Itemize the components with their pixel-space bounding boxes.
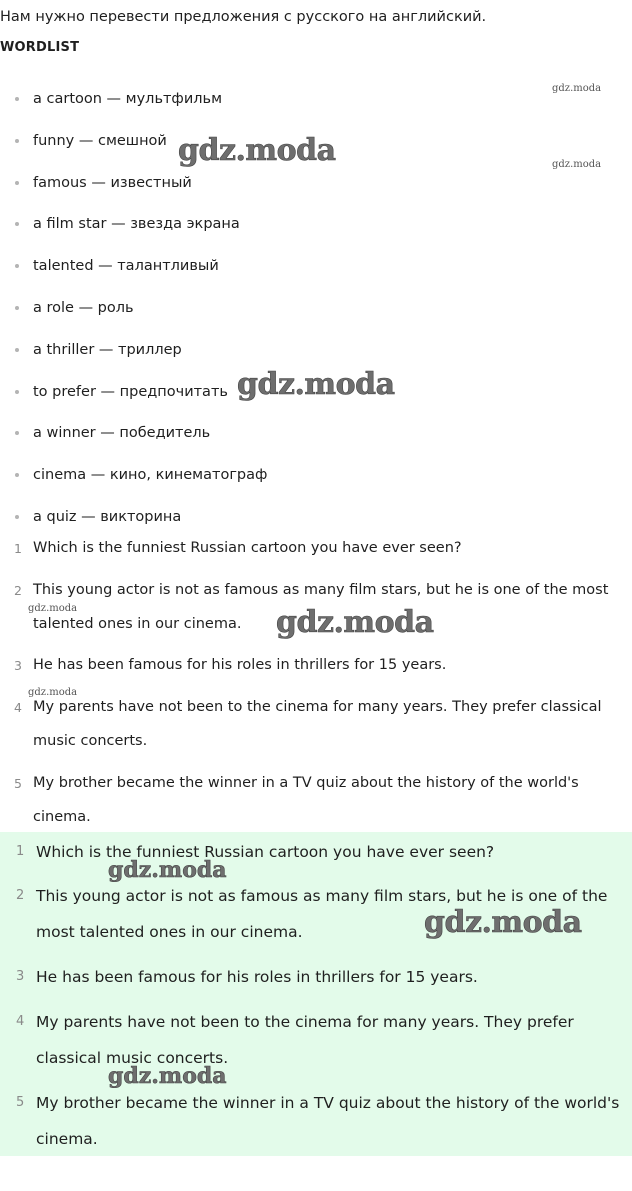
bullet-icon xyxy=(15,431,19,435)
watermark: gdz.moda xyxy=(108,1063,227,1089)
item-number: 4 xyxy=(16,1014,25,1029)
intro-text: Нам нужно перевести предложения с русского на английский. xyxy=(0,9,487,25)
item-number: 4 xyxy=(14,700,22,715)
watermark: gdz.moda xyxy=(108,857,227,883)
item-number: 1 xyxy=(16,844,25,859)
wordlist-item: a role — роль xyxy=(0,287,632,329)
bullet-icon xyxy=(15,473,19,477)
bullet-icon xyxy=(15,181,19,185)
wordlist-item: a thriller — триллер xyxy=(0,329,632,371)
bullet-icon xyxy=(15,97,19,101)
wordlist-item: a quiz — викторина xyxy=(0,496,632,538)
item-number: 5 xyxy=(14,776,22,791)
bullet-icon xyxy=(15,390,19,394)
answer-text: This young actor is not as famous as many film stars, but he is one of the most talented ones in our cinema. xyxy=(36,887,608,941)
sentence-text: This young actor is not as famous as many film stars, but he is one of the most talented ones in our cinema. xyxy=(33,582,609,632)
answer-text: My parents have not been to the cinema for many years. They prefer classical music concerts. xyxy=(36,1013,574,1067)
watermark: gdz.moda xyxy=(552,83,602,94)
wordlist-item: famous — известный xyxy=(0,162,632,204)
watermark: gdz.moda xyxy=(178,133,336,168)
sentence-text: He has been famous for his roles in thrillers for 15 years. xyxy=(33,657,447,673)
watermark: gdz.moda xyxy=(424,905,582,940)
answer-box xyxy=(0,832,632,1156)
sentence-text: Which is the funniest Russian cartoon you have ever seen? xyxy=(33,540,462,556)
item-number: 3 xyxy=(14,658,22,673)
sentence-text: My parents have not been to the cinema for many years. They prefer classical music concerts. xyxy=(33,699,602,749)
item-number: 5 xyxy=(16,1095,25,1110)
item-number: 2 xyxy=(14,583,22,598)
wordlist-item: funny — смешной xyxy=(0,120,632,162)
wordlist-item: a winner — победитель xyxy=(0,412,632,454)
answer-text: Which is the funniest Russian cartoon you have ever seen? xyxy=(36,843,495,861)
item-number: 2 xyxy=(16,888,25,903)
bullet-icon xyxy=(15,515,19,519)
wordlist-item: a cartoon — мультфильм xyxy=(0,78,632,120)
watermark: gdz.moda xyxy=(552,159,602,170)
sentence-text: My brother became the winner in a TV quiz about the history of the world's cinema. xyxy=(33,775,579,825)
bullet-icon xyxy=(15,222,19,226)
answer-text: He has been famous for his roles in thrillers for 15 years. xyxy=(36,968,478,986)
wordlist-title: WORDLIST xyxy=(0,40,80,55)
wordlist-item: a film star — звезда экрана xyxy=(0,203,632,245)
bullet-icon xyxy=(15,348,19,352)
wordlist-item: talented — талантливый xyxy=(0,245,632,287)
answer-text: My brother became the winner in a TV quiz about the history of the world's cinema. xyxy=(36,1094,620,1148)
watermark: gdz.moda xyxy=(28,687,78,698)
bullet-icon xyxy=(15,264,19,268)
watermark: gdz.moda xyxy=(276,605,434,640)
watermark: gdz.moda xyxy=(28,603,78,614)
wordlist-item: cinema — кино, кинематограф xyxy=(0,454,632,496)
bullet-icon xyxy=(15,306,19,310)
item-number: 1 xyxy=(14,541,22,556)
item-number: 3 xyxy=(16,969,25,984)
wordlist-item: to prefer — предпочитать xyxy=(0,371,632,413)
watermark: gdz.moda xyxy=(237,367,395,402)
bullet-icon xyxy=(15,139,19,143)
